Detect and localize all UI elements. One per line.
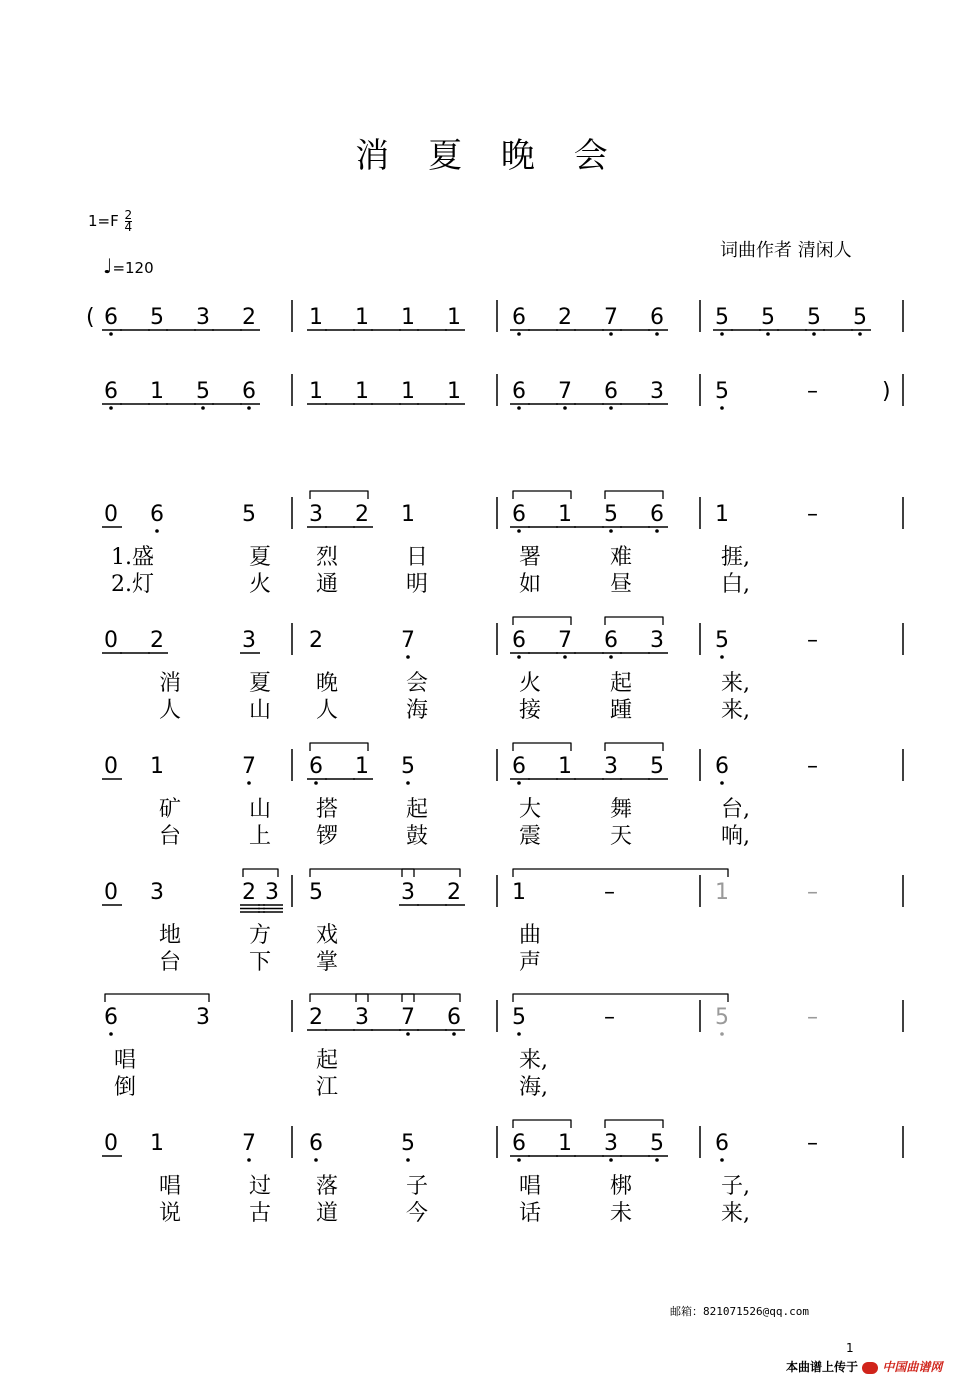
low-octave-dot	[517, 332, 521, 336]
lyric-syllable: 明	[406, 572, 429, 597]
melody-note: 5	[650, 754, 664, 779]
melody-note: –	[807, 628, 818, 653]
melody-note: –	[807, 754, 818, 779]
intro-note: –	[807, 379, 818, 404]
lyric-syllable: 子,	[721, 1174, 750, 1199]
low-octave-dot	[609, 332, 613, 336]
intro-note: 3	[196, 305, 210, 330]
intro-note: 6	[104, 379, 118, 404]
score-title: 消 夏 晚 会	[355, 136, 622, 176]
melody-note: 6	[512, 628, 526, 653]
melody-note: 1	[355, 754, 369, 779]
slur	[513, 994, 728, 1002]
melody-note: 5	[309, 880, 323, 905]
lyric-syllable: 戏	[316, 923, 339, 948]
intro-note: 1	[355, 379, 369, 404]
intro-note: 5	[807, 305, 821, 330]
low-octave-dot	[109, 406, 113, 410]
lyric-syllable: 未	[610, 1201, 633, 1226]
lyric-syllable: 来,	[721, 671, 750, 696]
intro-note: 7	[558, 379, 572, 404]
intro-close-paren: )	[882, 379, 891, 404]
melody-note: 3	[309, 502, 323, 527]
lyric-syllable: 曲	[519, 923, 542, 948]
melody-note: 1	[715, 502, 729, 527]
upload-note-text: 本曲谱上传于	[786, 1360, 859, 1374]
lyric-syllable: 2.灯	[111, 572, 154, 597]
melody-note: 3	[242, 628, 256, 653]
key-label: 1=F	[88, 212, 119, 230]
low-octave-dot	[406, 1158, 410, 1162]
melody-note: 6	[512, 754, 526, 779]
lyric-syllable: 接	[519, 698, 542, 723]
melody-note: –	[807, 502, 818, 527]
lyric-syllable: 倒	[114, 1075, 137, 1100]
melody-note: 6	[715, 1131, 729, 1156]
low-octave-dot	[655, 1158, 659, 1162]
low-octave-dot	[247, 781, 251, 785]
melody-note: 1	[558, 1131, 572, 1156]
melody-note: 5	[715, 1005, 729, 1030]
lyric-syllable: 道	[316, 1201, 339, 1226]
low-octave-dot	[812, 332, 816, 336]
lyric-syllable: 梆	[610, 1174, 633, 1199]
lyric-syllable: 消	[159, 671, 182, 696]
lyric-syllable: 晚	[316, 671, 339, 696]
low-octave-dot	[109, 332, 113, 336]
melody-note: 3	[265, 880, 279, 905]
melody-note: 5	[715, 628, 729, 653]
lyric-syllable: 来,	[721, 698, 750, 723]
slur	[513, 491, 571, 499]
lyric-syllable: 下	[249, 950, 272, 975]
slur	[513, 1120, 571, 1128]
slur	[310, 994, 368, 1002]
lyric-syllable: 唱	[159, 1174, 182, 1199]
lyric-syllable: 踵	[610, 698, 633, 723]
melody-note: 2	[355, 502, 369, 527]
melody-note: 2	[242, 880, 256, 905]
composer-credit: 词曲作者 清闲人	[720, 240, 852, 261]
intro-note: 1	[355, 305, 369, 330]
melody-note: 7	[242, 1131, 256, 1156]
low-octave-dot	[247, 1158, 251, 1162]
melody-note: 2	[309, 628, 323, 653]
lyric-syllable: 火	[249, 572, 272, 597]
slur	[605, 491, 663, 499]
slur	[310, 491, 368, 499]
low-octave-dot	[109, 1032, 113, 1036]
low-octave-dot	[517, 1032, 521, 1036]
quarter-note-icon: ♩	[103, 254, 113, 278]
melody-note: –	[807, 880, 818, 905]
time-numerator: 2	[124, 208, 133, 222]
low-octave-dot	[720, 332, 724, 336]
lyric-syllable: 如	[519, 572, 542, 597]
slur	[356, 994, 414, 1002]
melody-note: 0	[104, 628, 118, 653]
lyric-syllable: 1.盛	[111, 545, 154, 570]
intro-note: 5	[853, 305, 867, 330]
lyric-syllable: 来,	[721, 1201, 750, 1226]
lyric-syllable: 古	[249, 1201, 272, 1226]
lyric-syllable: 地	[159, 923, 182, 948]
lyric-syllable: 天	[610, 824, 633, 849]
melody-note: –	[604, 1005, 615, 1030]
melody-note: 1	[150, 754, 164, 779]
slur	[105, 994, 209, 1002]
low-octave-dot	[517, 781, 521, 785]
slur	[605, 743, 663, 751]
melody-note: 7	[242, 754, 256, 779]
melody-note: –	[807, 1005, 818, 1030]
lyric-syllable: 人	[159, 698, 182, 723]
upload-note	[786, 1358, 942, 1375]
low-octave-dot	[720, 1158, 724, 1162]
low-octave-dot	[406, 655, 410, 659]
intro-note: 5	[715, 379, 729, 404]
lyric-syllable: 署	[519, 545, 542, 570]
melody-note: 6	[604, 628, 618, 653]
lyric-syllable: 说	[159, 1201, 182, 1226]
lyric-syllable: 震	[519, 824, 542, 849]
low-octave-dot	[720, 1032, 724, 1036]
melody-note: 6	[150, 502, 164, 527]
lyric-syllable: 台,	[721, 797, 750, 822]
low-octave-dot	[247, 406, 251, 410]
melody-note: 3	[604, 754, 618, 779]
intro-note: 3	[650, 379, 664, 404]
lyric-syllable: 声	[519, 950, 542, 975]
lyric-syllable: 响,	[721, 824, 750, 849]
melody-note: 5	[650, 1131, 664, 1156]
melody-note: 3	[650, 628, 664, 653]
site-logo: 中国曲谱网	[882, 1360, 943, 1374]
slur	[605, 617, 663, 625]
intro-note: 1	[309, 379, 323, 404]
slur	[402, 994, 460, 1002]
intro-note: 5	[150, 305, 164, 330]
low-octave-dot	[609, 406, 613, 410]
lyric-syllable: 过	[249, 1174, 272, 1199]
melody-note: 5	[401, 754, 415, 779]
lyric-syllable: 舞	[610, 797, 633, 822]
page-number: 1	[846, 1341, 854, 1355]
intro-note: 6	[650, 305, 664, 330]
low-octave-dot	[155, 529, 159, 533]
intro-note: 1	[150, 379, 164, 404]
melody-note: –	[604, 880, 615, 905]
low-octave-dot	[720, 781, 724, 785]
lyric-syllable: 海,	[519, 1075, 548, 1100]
lyric-syllable: 落	[316, 1174, 339, 1199]
melody-note: 0	[104, 502, 118, 527]
lyric-syllable: 难	[610, 545, 633, 570]
melody-note: 6	[309, 754, 323, 779]
lyric-syllable: 台	[159, 824, 182, 849]
lyric-syllable: 会	[406, 671, 429, 696]
slur	[310, 869, 414, 877]
melody-note: 7	[401, 1005, 415, 1030]
melody-note: 6	[104, 1005, 118, 1030]
melody-note: 1	[401, 502, 415, 527]
low-octave-dot	[766, 332, 770, 336]
low-octave-dot	[314, 1158, 318, 1162]
melody-note: 6	[447, 1005, 461, 1030]
lyric-syllable: 山	[249, 698, 272, 723]
low-octave-dot	[609, 529, 613, 533]
slur	[605, 1120, 663, 1128]
melody-note: 1	[558, 754, 572, 779]
melody-note: 3	[355, 1005, 369, 1030]
lyric-syllable: 起	[316, 1048, 339, 1073]
site-logo-icon	[862, 1362, 878, 1374]
tempo-value: =120	[112, 259, 154, 277]
low-octave-dot	[609, 1158, 613, 1162]
lyric-syllable: 通	[316, 572, 339, 597]
melody-note: 3	[604, 1131, 618, 1156]
melody-note: 1	[558, 502, 572, 527]
lyric-syllable: 子	[406, 1174, 429, 1199]
lyric-syllable: 日	[406, 545, 429, 570]
lyric-syllable: 台	[159, 950, 182, 975]
melody-note: 7	[401, 628, 415, 653]
melody-note: 3	[401, 880, 415, 905]
intro-note: 1	[447, 305, 461, 330]
melody-note: 0	[104, 754, 118, 779]
lyric-syllable: 白,	[721, 572, 750, 597]
intro-note: 5	[196, 379, 210, 404]
melody-note: –	[807, 1131, 818, 1156]
lyric-syllable: 海	[406, 698, 429, 723]
low-octave-dot	[517, 529, 521, 533]
time-denominator: 4	[124, 220, 133, 234]
low-octave-dot	[720, 655, 724, 659]
intro-note: 2	[558, 305, 572, 330]
melody-note: 6	[309, 1131, 323, 1156]
low-octave-dot	[314, 781, 318, 785]
low-octave-dot	[720, 406, 724, 410]
low-octave-dot	[406, 1032, 410, 1036]
lyric-syllable: 唱	[519, 1174, 542, 1199]
slur	[243, 869, 278, 877]
melody-note: 1	[150, 1131, 164, 1156]
lyric-syllable: 掌	[316, 950, 339, 975]
intro-note: 2	[242, 305, 256, 330]
lyric-syllable: 夏	[249, 671, 272, 696]
lyric-syllable: 上	[249, 824, 272, 849]
intro-note: 6	[604, 379, 618, 404]
lyric-syllable: 方	[249, 923, 272, 948]
low-octave-dot	[563, 655, 567, 659]
slur	[310, 743, 368, 751]
lyric-syllable: 矿	[159, 797, 182, 822]
lyric-syllable: 起	[610, 671, 633, 696]
low-octave-dot	[201, 406, 205, 410]
melody-note: 3	[196, 1005, 210, 1030]
intro-note: 6	[512, 305, 526, 330]
lyric-syllable: 搭	[316, 797, 339, 822]
intro-note: 1	[309, 305, 323, 330]
melody-note: 5	[512, 1005, 526, 1030]
intro-note: 6	[104, 305, 118, 330]
lyric-syllable: 话	[519, 1201, 542, 1226]
intro-note: 1	[401, 305, 415, 330]
slur	[513, 743, 571, 751]
low-octave-dot	[406, 781, 410, 785]
intro-open-paren: (	[86, 305, 95, 330]
intro-note: 5	[715, 305, 729, 330]
lyric-syllable: 今	[406, 1201, 429, 1226]
lyric-syllable: 夏	[249, 545, 272, 570]
slur	[402, 869, 460, 877]
melody-note: 2	[309, 1005, 323, 1030]
low-octave-dot	[655, 529, 659, 533]
lyric-syllable: 昼	[610, 572, 633, 597]
melody-note: 5	[604, 502, 618, 527]
low-octave-dot	[517, 1158, 521, 1162]
low-octave-dot	[517, 655, 521, 659]
lyric-syllable: 起	[406, 797, 429, 822]
melody-note: 5	[242, 502, 256, 527]
slur	[513, 869, 728, 877]
intro-note: 1	[447, 379, 461, 404]
melody-note: 1	[512, 880, 526, 905]
low-octave-dot	[609, 655, 613, 659]
melody-note: 3	[150, 880, 164, 905]
intro-note: 6	[512, 379, 526, 404]
melody-note: 2	[447, 880, 461, 905]
lyric-syllable: 山	[249, 797, 272, 822]
melody-note: 2	[150, 628, 164, 653]
melody-note: 7	[558, 628, 572, 653]
lyric-syllable: 烈	[316, 545, 339, 570]
lyric-syllable: 人	[316, 698, 339, 723]
slur	[513, 617, 571, 625]
lyric-syllable: 火	[519, 671, 542, 696]
lyric-syllable: 来,	[519, 1048, 548, 1073]
melody-note: 6	[512, 1131, 526, 1156]
low-octave-dot	[452, 1032, 456, 1036]
low-octave-dot	[858, 332, 862, 336]
melody-note: 6	[512, 502, 526, 527]
intro-note: 6	[242, 379, 256, 404]
contact-email: 邮箱：821071526@qq.com	[670, 1305, 809, 1318]
low-octave-dot	[517, 406, 521, 410]
lyric-syllable: 大	[519, 797, 542, 822]
lyric-syllable: 唱	[114, 1048, 137, 1073]
melody-note: 6	[715, 754, 729, 779]
lyric-syllable: 捱,	[721, 545, 750, 570]
lyric-syllable: 锣	[316, 824, 339, 849]
melody-note: 1	[715, 880, 729, 905]
melody-note: 0	[104, 1131, 118, 1156]
lyric-syllable: 江	[316, 1075, 339, 1100]
melody-note: 6	[650, 502, 664, 527]
melody-note: 5	[401, 1131, 415, 1156]
low-octave-dot	[563, 406, 567, 410]
melody-note: 0	[104, 880, 118, 905]
intro-note: 7	[604, 305, 618, 330]
low-octave-dot	[655, 332, 659, 336]
lyric-syllable: 鼓	[406, 824, 429, 849]
intro-note: 5	[761, 305, 775, 330]
intro-note: 1	[401, 379, 415, 404]
